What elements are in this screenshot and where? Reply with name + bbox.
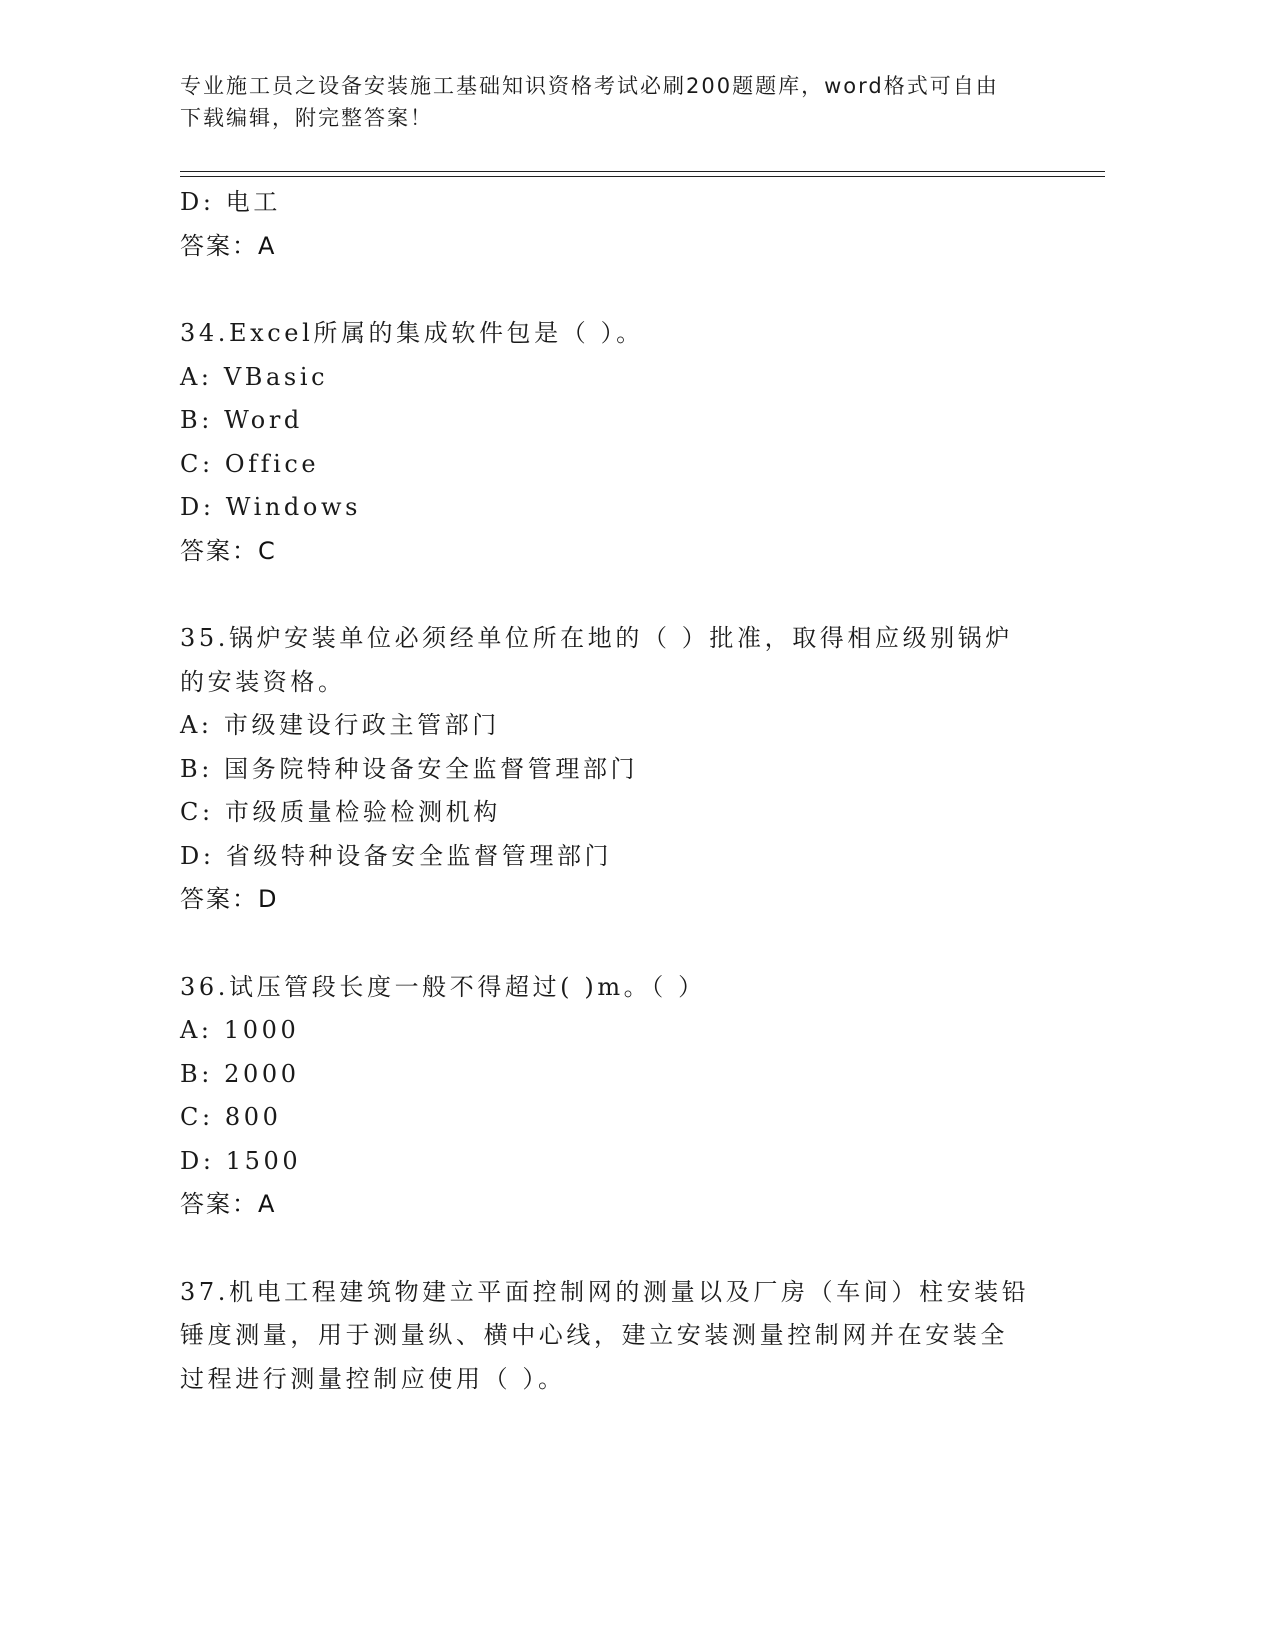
question-stem-continued: 锤度测量，用于测量纵、横中心线，建立安装测量控制网并在安装全 <box>180 1321 1008 1349</box>
question-36 <box>180 966 1060 1227</box>
header-rule-top <box>180 171 1105 172</box>
option-a: A: 1000 <box>180 1016 300 1044</box>
page-header <box>180 70 1050 134</box>
option-c: C: 800 <box>180 1103 282 1131</box>
option-b: B: Word <box>180 406 303 434</box>
answer-line: 答案：D <box>180 885 279 913</box>
option-d: D: Windows <box>180 493 362 521</box>
question-34 <box>180 312 1060 573</box>
question-content <box>180 181 1060 1401</box>
option-b: B: 国务院特种设备安全监督管理部门 <box>180 754 639 783</box>
option-c: C: 市级质量检验检测机构 <box>180 798 501 826</box>
header-rule-bottom <box>180 176 1105 177</box>
question-stem: 36.试压管段长度一般不得超过( )m。（ ） <box>180 972 706 1001</box>
option-a: A: VBasic <box>180 362 329 391</box>
question-stem-continued: 的安装资格。 <box>180 667 346 696</box>
prev-question <box>180 181 1060 268</box>
option-d: D: 电工 <box>180 188 281 216</box>
answer-line: 答案：A <box>180 1190 277 1218</box>
option-a: A: 市级建设行政主管部门 <box>180 711 500 739</box>
answer-line: 答案：C <box>180 536 277 565</box>
question-stem: 37.机电工程建筑物建立平面控制网的测量以及厂房（车间）柱安装铅 <box>180 1277 1030 1306</box>
header-line-2: 下载编辑，附完整答案！ <box>180 106 433 130</box>
option-b: B: 2000 <box>180 1059 300 1088</box>
question-stem: 35.锅炉安装单位必须经单位所在地的（ ）批准，取得相应级别锅炉 <box>180 624 1013 652</box>
question-stem: 34.Excel所属的集成软件包是（ ）。 <box>180 319 644 347</box>
option-d: D: 省级特种设备安全监督管理部门 <box>180 841 613 870</box>
question-stem-continued: 过程进行测量控制应使用（ ）。 <box>180 1364 566 1393</box>
question-35 <box>180 617 1060 922</box>
option-c: C: Office <box>180 449 320 478</box>
header-line-1: 专业施工员之设备安装施工基础知识资格考试必刷200题题库，word格式可自由 <box>180 74 999 98</box>
answer-line: 答案：A <box>180 231 277 260</box>
question-37 <box>180 1271 1060 1402</box>
option-d: D: 1500 <box>180 1146 302 1175</box>
